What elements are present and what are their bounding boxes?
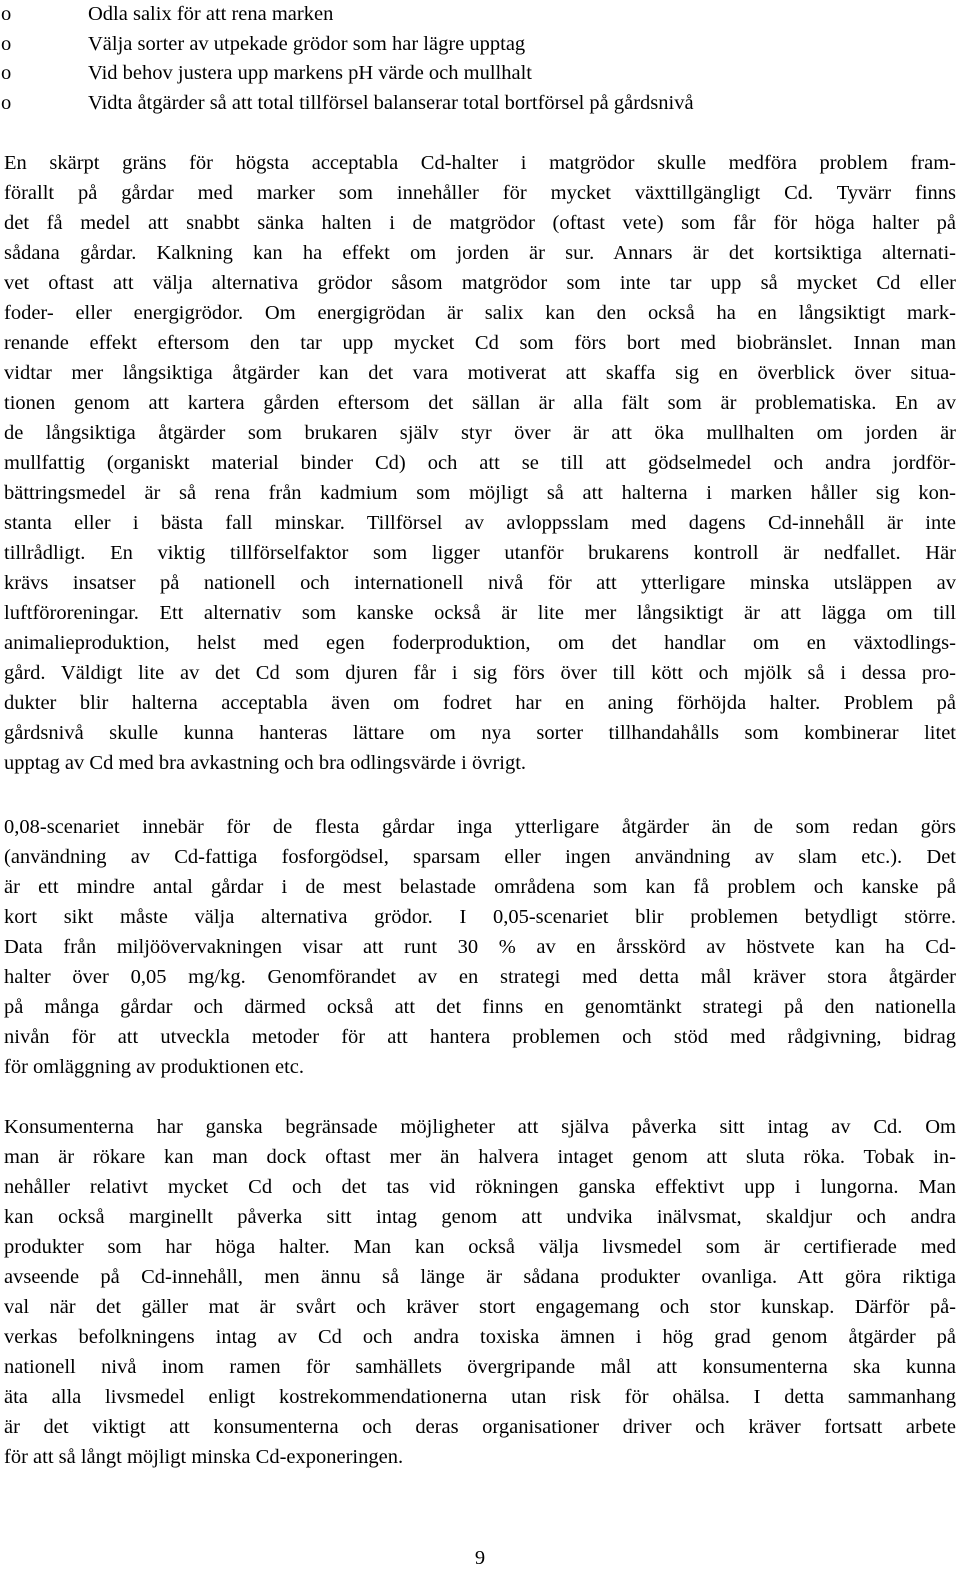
bullet-item — [0, 0, 960, 30]
paragraph-line: tillrådligt. En viktig tillförselfaktor som ligger utanför brukarens kontroll är nedfallet. Här — [4, 542, 956, 564]
bullet-item — [0, 89, 960, 119]
paragraph-line: för att så långt möjligt minska Cd-exponeringen. — [4, 1446, 404, 1468]
paragraph-line: upptag av Cd med bra avkastning och bra odlingsvärde i övrigt. — [4, 752, 527, 774]
paragraph-line: de långsiktiga åtgärder som brukaren själv styr över är att öka mullhalten om jorden är — [4, 422, 956, 444]
paragraph-line: vidtar mer långsiktiga åtgärder kan det vara motiverat att skaffa sig en överblick över situa- — [4, 362, 956, 384]
paragraph-line: för omläggning av produktionen etc. — [4, 1056, 305, 1078]
paragraph-line: gårdsnivå skulle kunna hanteras lättare om nya sorter tillhandahålls som kombinerar litet — [4, 722, 956, 744]
bullet-marker: o — [1, 91, 12, 114]
bullet-text: Vidta åtgärder så att total tillförsel balanserar total bortförsel på gårdsnivå — [88, 91, 694, 114]
paragraph-line: kort sikt måste välja alternativa grödor. I 0,05-scenariet blir problemen betydligt större. — [4, 906, 956, 928]
paragraph-line: animalieproduktion, helst med egen foderproduktion, om det handlar om en växtodlings- — [4, 632, 956, 654]
paragraph-line: vet oftast att välja alternativa grödor såsom matgrödor som inte tar upp så mycket Cd eller — [4, 272, 956, 294]
paragraph-line: på många gårdar och därmed också att det finns en genomtänkt strategi på den nationella — [4, 996, 956, 1018]
paragraph-line: (användning av Cd-fattiga fosforgödsel, sparsam eller ingen användning av slam etc.). Det — [4, 846, 956, 868]
paragraph-line: gård. Väldigt lite av det Cd som djuren får i sig förs över till kött och mjölk så i dessa pro- — [4, 662, 956, 684]
paragraph-line: det få medel att snabbt sänka halten i de matgrödor (oftast vete) som får för höga halter på — [4, 212, 956, 234]
paragraph-farm-measures — [4, 148, 956, 778]
paragraph-line: produkter som har höga halter. Man kan också välja livsmedel som är certifierade med — [4, 1236, 956, 1258]
bullet-text: Odla salix för att rena marken — [88, 3, 334, 25]
bullet-list — [0, 0, 960, 118]
bullet-item — [0, 30, 960, 60]
bullet-marker: o — [1, 62, 12, 84]
bullet-marker: o — [1, 32, 12, 55]
paragraph-line: nivån för att utveckla metoder för att hantera problemen och stöd med rådgivning, bidrag — [4, 1026, 956, 1048]
paragraph-line: stanta eller i bästa fall minskar. Tillförsel av avloppsslam med dagens Cd-innehåll är inte — [4, 512, 956, 534]
paragraph-line: nationell nivå inom ramen för samhällets övergripande mål att konsumenterna ska kunna — [4, 1356, 956, 1378]
paragraph-line: mullfattig (organiskt material binder Cd) och att se till att gödselmedel och andra jordför- — [4, 452, 956, 474]
paragraph-line: renande effekt eftersom den tar upp mycket Cd som förs bort med biobränslet. Innan man — [4, 332, 956, 354]
paragraph-line: sådana gårdar. Kalkning kan ha effekt om jorden är sur. Annars är det kortsiktiga alternati- — [4, 242, 956, 264]
paragraph-line: halter över 0,05 mg/kg. Genomförandet av en strategi med detta mål kräver stora åtgärder — [4, 966, 956, 988]
bullet-text: Välja sorter av utpekade grödor som har lägre upptag — [88, 32, 526, 55]
paragraph-line: avseende på Cd-innehåll, men ännu så länge är sådana produkter ovanliga. Att göra riktiga — [4, 1266, 956, 1288]
paragraph-line: bättringsmedel är så rena från kadmium som möjligt så att halterna i marken håller sig kon- — [4, 482, 956, 504]
paragraph-scenarios — [4, 812, 956, 1082]
paragraph-line: luftföroreningar. Ett alternativ som kanske också är lite mer långsiktigt är att lägga om till — [4, 602, 956, 624]
paragraph-line: äta alla livsmedel enligt kostrekommendationerna utan risk för ohälsa. I detta sammanhang — [4, 1386, 956, 1408]
paragraph-line: verkas befolkningens intag av Cd och andra toxiska ämnen i hög grad genom åtgärder på — [4, 1326, 956, 1348]
bullet-item — [0, 59, 960, 89]
page-number: 9 — [474, 1547, 486, 1569]
paragraph-line: foder- eller energigrödor. Om energigrödan är salix kan den också ha en långsiktigt mark- — [4, 302, 956, 324]
paragraph-line: val när det gäller mat är svårt och kräver stort engagemang och stor kunskap. Därför på- — [4, 1296, 956, 1318]
paragraph-line: är ett mindre antal gårdar i de mest belastade områdena som kan få problem och kanske på — [4, 876, 956, 898]
paragraph-line: Konsumenterna har ganska begränsade möjligheter att själva påverka sitt intag av Cd. Om — [4, 1116, 956, 1138]
paragraph-line: Data från miljöövervakningen visar att runt 30 % av en årsskörd av höstvete kan ha Cd- — [4, 936, 956, 958]
paragraph-line: krävs insatser på nationell och internationell nivå för att ytterligare minska utsläppen av — [4, 572, 956, 594]
paragraph-line: En skärpt gräns för högsta acceptabla Cd-halter i matgrödor skulle medföra problem fram- — [4, 152, 956, 174]
paragraph-line: tionen genom att kartera gården eftersom det sällan är alla fält som är problematiska. En av — [4, 392, 956, 414]
paragraph-line: 0,08-scenariet innebär för de flesta gårdar inga ytterligare åtgärder än de som redan görs — [4, 816, 956, 838]
paragraph-line: förallt på gårdar med marker som innehåller för mycket växttillgängligt Cd. Tyvärr finns — [4, 182, 956, 204]
bullet-marker: o — [1, 3, 12, 25]
paragraph-line: kan också marginellt påverka sitt intag genom att undvika inälvsmat, skaldjur och andra — [4, 1206, 956, 1228]
paragraph-line: nehåller relativt mycket Cd och det tas vid rökningen ganska effektivt upp i lungorna. Man — [4, 1176, 956, 1198]
paragraph-line: man är rökare kan man dock oftast mer än halvera intaget genom att sluta röka. Tobak in- — [4, 1146, 956, 1168]
paragraph-line: är det viktigt att konsumenterna och deras organisationer driver och kräver fortsatt arbete — [4, 1416, 956, 1438]
bullet-text: Vid behov justera upp markens pH värde och mullhalt — [88, 62, 532, 84]
paragraph-consumers — [4, 1112, 956, 1472]
paragraph-line: dukter blir halterna acceptabla även om fodret har en aning förhöjda halter. Problem på — [4, 692, 956, 714]
